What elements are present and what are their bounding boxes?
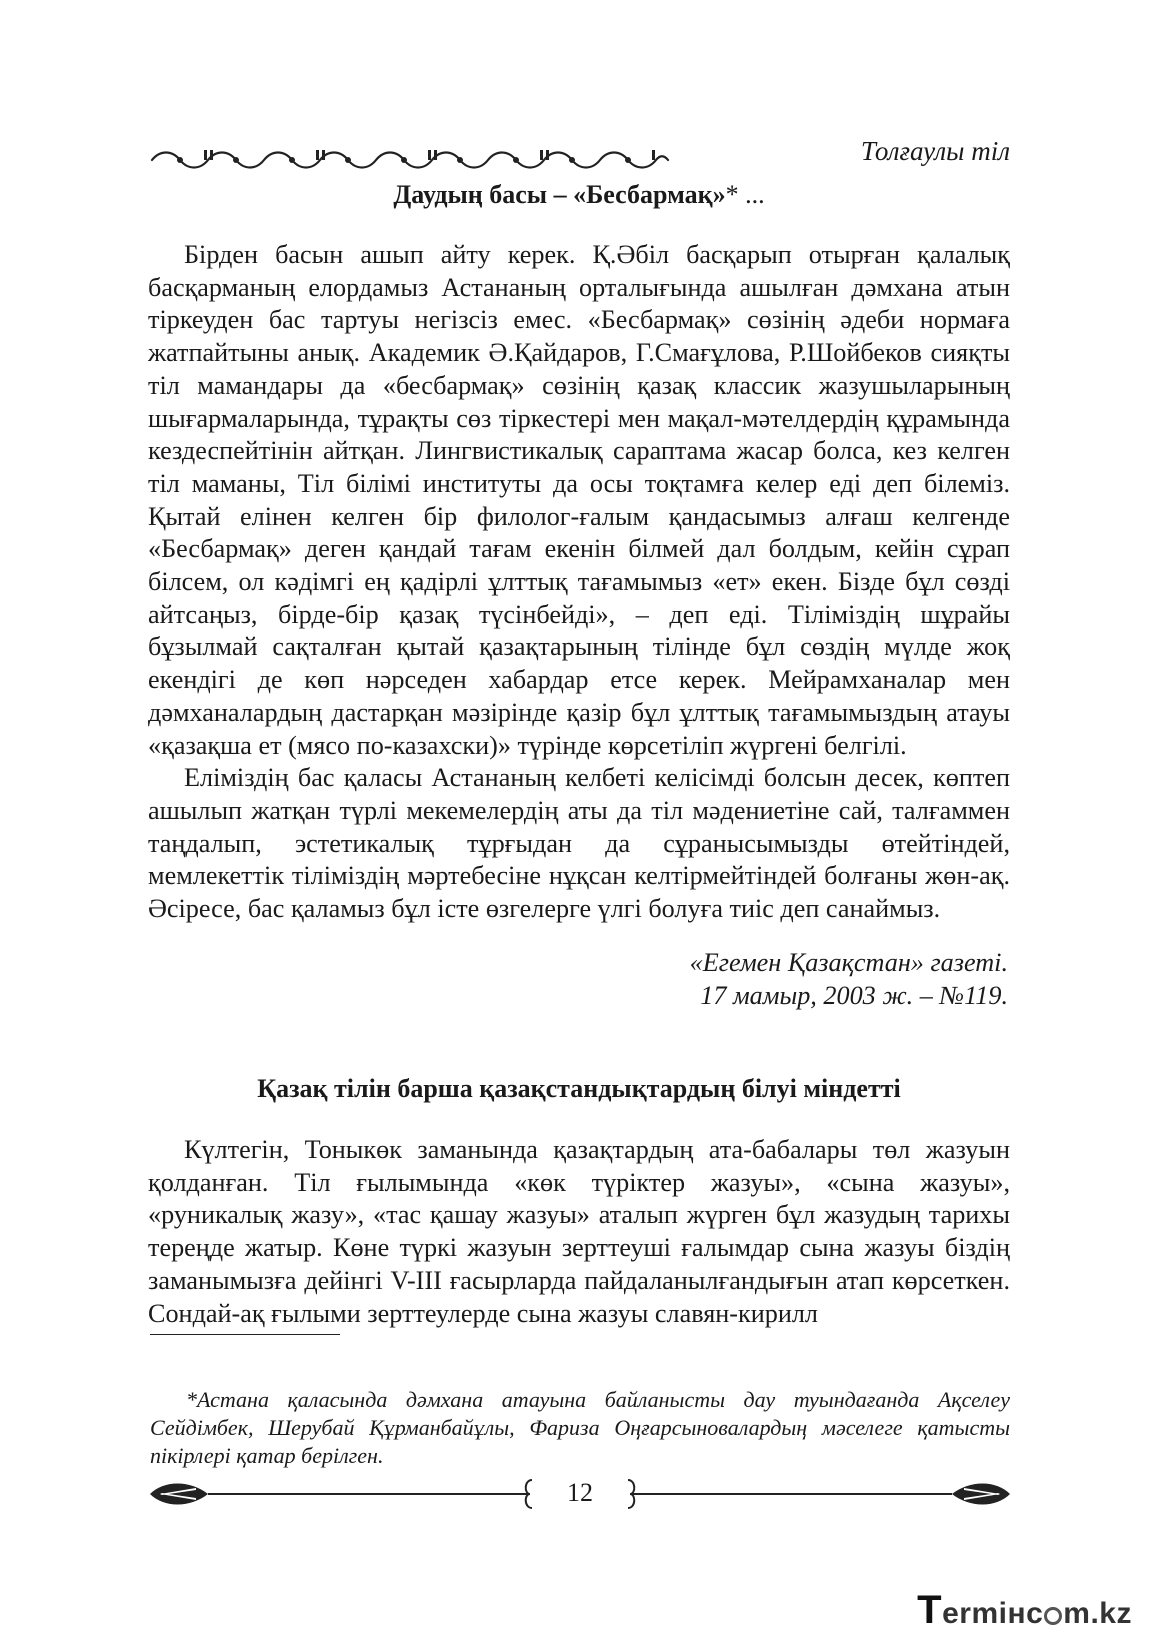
watermark-text-b: m.kz [1063,1597,1132,1630]
running-head: Толғаулы тіл [860,136,1010,166]
article-1-source [690,946,1008,1012]
watermark-letter: T [917,1588,943,1632]
header-ornament [150,146,670,172]
article-1-title [148,180,1010,210]
article-2-body [148,1134,1010,1330]
watermark-o-icon [1044,1607,1062,1625]
paragraph: Бірден басын ашып айту керек. Қ.Әбіл басқарып отырған қалалық басқарманың елордамыз Астананың орталығында ашылған дәмхана атын тіркеуден бас тартуы негізсіз емес. «Бесбармақ» сөзінің әдеби нормаға жатпайтыны анық. Академик Ә.Қайдаров, Г.Смағұлова, Р.Шойбеков сияқты тіл мамандары да «бесбармақ» сөзінің қазақ классик жазушыларының шығармаларында, тұрақты сөз тіркестері мен мақал-мәтелдердің құрамында кездеспейтінін айтқан. Лингвистикалық сараптама жасар болса, кез келген тіл маманы, Тіл білімі институты да осы тоқтамға келер еді деп білеміз. Қытай елінен келген бір филолог-ғалым қандасымыз алғаш келгенде «Бесбармақ» деген қандай тағам екенін білмей дал болдым, кейін сұрап білсем, ол кәдімгі ең қадірлі ұлттық тағамымыз «ет» екен. Бізде бұл сөзді айтсаңыз, бірде-бір қазақ түсінбейді», – деп еді. Тіліміздің шұрайы бұзылмай сақталған қытай қазақтарының тілінде бұл сөздің мүлде жоқ екендігі де көп нәрседен хабардар етсе керек. Мейрамханалар мен дәмханалардың дастарқан мәзірінде қазір бұл ұлттық тағамымыздың атауы «қазақша ет (мясо по-казахски)» түрінде көрсетіліп жүргені белгілі. [148,240,1010,760]
page-number: 12 [567,1478,593,1507]
article-1-title-text: Даудың басы – «Бесбармақ» [393,180,726,209]
article-2-title: Қазақ тілін барша қазақстандықтардың білуі міндетті [257,1074,901,1103]
footnote [150,1386,1010,1470]
source-date: 17 мамыр, 2003 ж. – №119. [700,981,1008,1010]
footnote-marker: * ... [725,180,765,209]
paragraph: Күлтегін, Тоныкөк заманында қазақтардың ата-бабалары төл жазуын қолданған. Тіл ғылымында «көк түріктер жазуы», «сына жазуы», «руникалық жазу», «тас қашау жазуы» аталып жүрген бұл жазудың тарихы тереңде жатыр. Көне түркі жазуын зерттеуші ғалымдар сына жазуы біздің заманымызға дейінгі V-III ғасырларда пайдаланылғандығын атап көрсеткен. Сондай-ақ ғылыми зерттеулерде сына жазуы славян-кирилл [148,1135,1010,1328]
site-watermark [917,1588,1132,1633]
footnote-rule [150,1334,340,1335]
article-1-body [148,239,1010,926]
footnote-text: *Астана қаласында дәмхана атауына байланысты дау туындағанда Ақселеу Сейдімбек, Шерубай Құрманбайұлы, Фариза Оңғарсыновалардың мәселеге қатысты пікірлері қатар берілген. [150,1387,1010,1468]
paragraph: Еліміздің бас қаласы Астананың келбеті келісімді болсын десек, көптеп ашылып жатқан түрлі мекемелердің аты да тіл мәдениетіне сай, талғаммен таңдалып, эстетикалық тұрғыдан да сұранысымызды өтейтіндей, мемлекеттік тіліміздің мәртебесіне нұқсан келтірмейтіндей болғаны жөн-ақ. Әсіресе, бас қаламыз бұл істе өзгелерге үлгі болуға тиіс деп санаймыз. [148,763,1010,924]
source-publication: «Егемен Қазақстан» газеті. [689,948,1008,977]
watermark-text-a: ermінc [942,1597,1044,1630]
